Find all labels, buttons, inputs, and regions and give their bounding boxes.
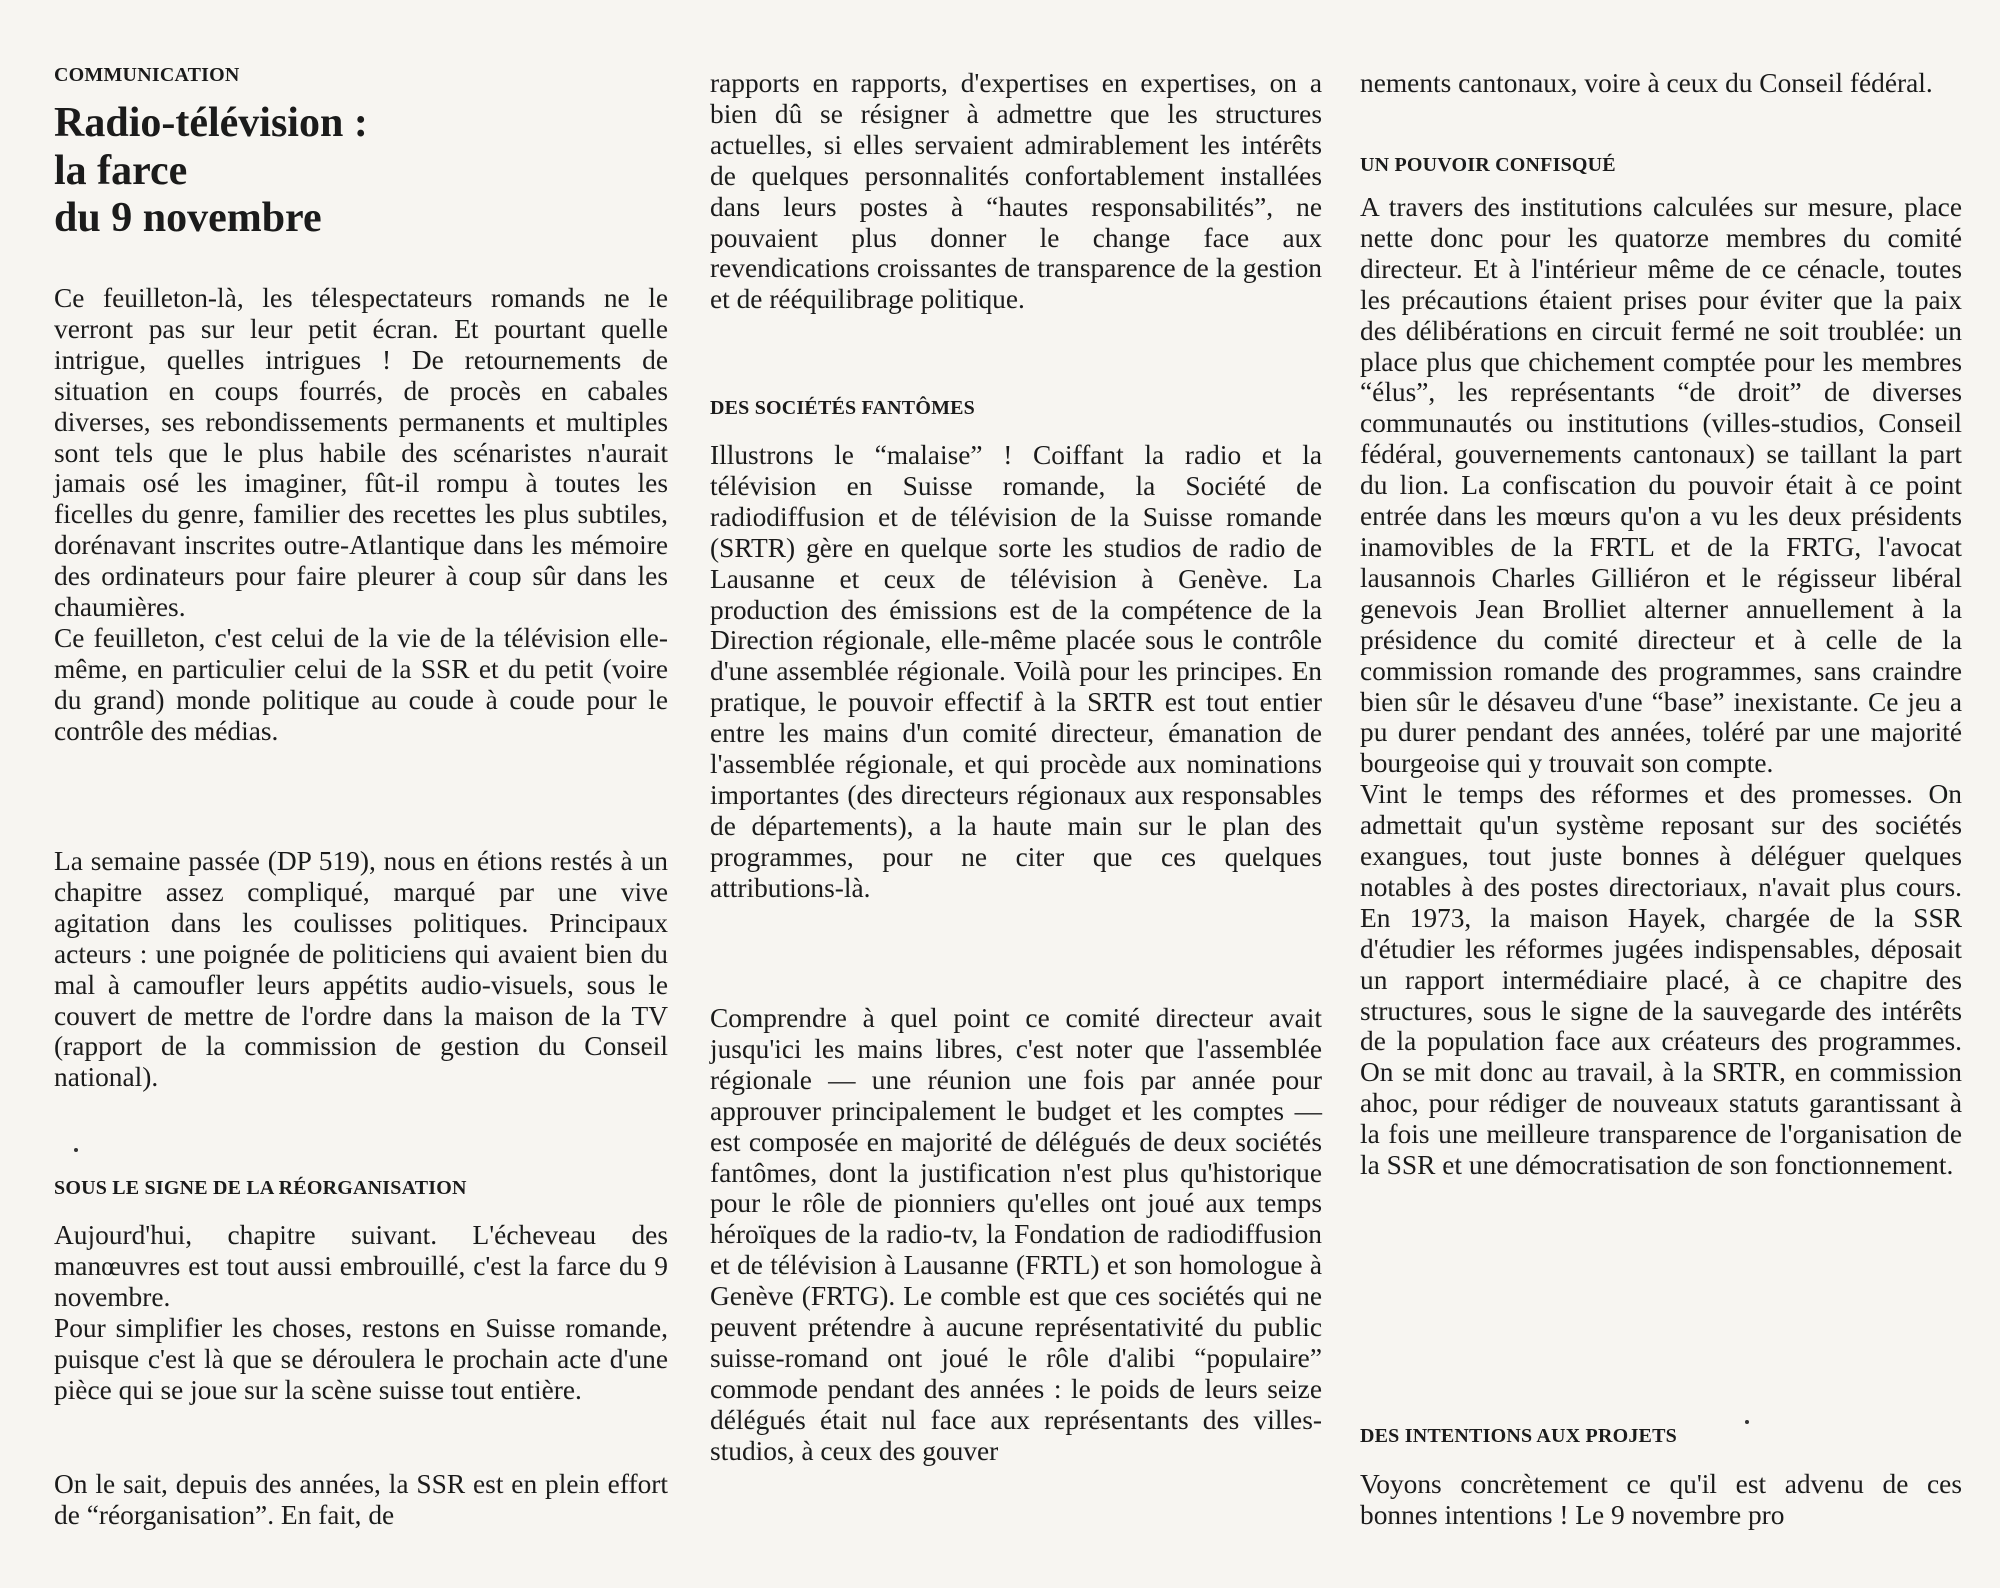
pouvoir-block (1360, 192, 1962, 1181)
title-line-2: la farce (54, 147, 188, 194)
intro-block (54, 283, 668, 747)
subhead-reorganisation: SOUS LE SIGNE DE LA RÉORGANISATION (54, 1177, 467, 1199)
paragraph: On le sait, depuis des années, la SSR est en plein effort de “réorganisation”. En fait, de (54, 1469, 668, 1530)
subhead-intentions-projets: DES INTENTIONS AUX PROJETS (1360, 1425, 1677, 1447)
title-line-1: Radio-télévision : (54, 100, 368, 146)
paragraph: A travers des institutions calculées sur mesure, place nette donc pour les quatorze membres du comité directeur. Et à l'intérieur même de ce cénacle, toutes les précautions étaient prises pour éviter que la paix des délibérations en circuit fermé ne soit troublée: un place plus que chichement comptée pour les membres “élus”, les représentants “de droit” de diverses communautés ou institutions (villes-studios, Conseil fédéral, gouvernements cantonaux) se taillant la part du lion. La confiscation du pouvoir était à ce point entrée dans les mœurs qu'on a vu les deux présidents inamovibles de la FRTL et de la FRTG, l'avocat lausannois Charles Gilliéron et le régisseur libéral genevois Jean Brolliet alterner annuellement à la présidence du comité directeur et à celle de la commission romande des programmes, sans craindre bien sûr le désaveu d'une “base” inexistante. Ce jeu a pu durer pendant des années, toléré par une majorité bourgeoise qui y trouvait son compte. (1360, 192, 1962, 779)
chapter-block (54, 1220, 668, 1405)
continued-block (1360, 68, 1962, 99)
closing-block (54, 1469, 668, 1531)
paragraph: Ce feuilleton, c'est celui de la vie de la télévision elle-même, en particulier celui de la SSR et du petit (voire du grand) monde politique au coude à coude pour le contrôle des médias. (54, 622, 668, 746)
paragraph: Illustrons le “malaise” ! Coiffant la radio et la télévision en Suisse romande, la Société de radiodiffusion et de télévision de la Suisse romande (SRTR) gère en quelque sorte les studios de radio de Lausanne et ceux de télévision à Genève. La production des émissions est de la compétence de la Direction régionale, elle-même placée sous le contrôle d'une assemblée régionale. Voilà pour les principes. En pratique, le pouvoir effectif à la SRTR est tout entier entre les mains d'un comité directeur, émanation de l'assemblée régionale, et qui procède aux nominations importantes (des directeurs régionaux aux responsables de départements), a la haute main sur le plan des programmes, pour ne citer que ces quelques attributions-là. (710, 440, 1322, 903)
print-speck (1745, 1420, 1749, 1424)
paragraph: Pour simplifier les choses, restons en Suisse romande, puisque c'est là que se déroulera le prochain acte d'une pièce qui se joue sur la scène suisse tout entière. (54, 1312, 668, 1405)
subhead-societes-fantomes: DES SOCIÉTÉS FANTÔMES (710, 397, 976, 419)
title-line-3: du 9 novembre (54, 195, 322, 241)
article-title (54, 100, 368, 243)
paragraph: La semaine passée (DP 519), nous en étions restés à un chapitre assez compliqué, marqué par une vive agitation dans les coulisses politiques. Principaux acteurs : une poignée de politiciens qui avaient bien du mal à camoufler leurs appétits audio-visuels, sous le couvert de mettre de l'ordre dans la maison de la TV (rapport de la commission de gestion du Conseil national). (54, 846, 668, 1093)
print-speck (74, 1148, 78, 1152)
paragraph: Comprendre à quel point ce comité directeur avait jusqu'ici les mains libres, c'est noter que l'assemblée régionale — une réunion une fois par année pour approuver principalement le budget et les comptes — est composée en majorité de délégués de deux sociétés fantômes, dont la justification n'est plus qu'historique pour le rôle de pionniers qu'elles ont joué aux temps héroïques de la radio-tv, la Fondation de radiodiffusion et de télévision à Lausanne (FRTL) et son homologue à Genève (FRTG). Le comble est que ces sociétés qui ne peuvent prétendre à aucune représentativité du public suisse-romand ont joué le rôle d'alibi “populaire” commode pendant des années : le poids de leurs seize délégués était nul face aux représentants des villes-studios, à ceux des gouver (710, 1003, 1322, 1466)
final-block (1360, 1469, 1962, 1531)
recap-block (54, 846, 668, 1093)
paragraph: rapports en rapports, d'expertises en expertises, on a bien dû se résigner à admettre que les structures actuelles, si elles servaient admirablement les intérêts de quelques personnalités confortablement installées dans leurs postes à “hautes responsabilités”, ne pouvaient plus donner le change face aux revendications croissantes de transparence de la gestion et de rééquilibrage politique. (710, 68, 1322, 315)
malaise-block (710, 440, 1322, 904)
paragraph: Vint le temps des réformes et des promesses. On admettait qu'un système reposant sur des sociétés exangues, tout juste bonnes à déléguer quelques notables à des postes directoriaux, n'avait plus cours. En 1973, la maison Hayek, chargée de la SSR d'étudier les réformes jugées indispensables, déposait un rapport intermédiaire placé, à ce chapitre des structures, sous le signe de la sauvegarde des intérêts de la population face aux créateurs des programmes. On se mit donc au travail, à la SRTR, en commission ahoc, pour rédiger de nouveaux statuts garantissant à la fois une meilleure transparence de l'organisation de la SSR et une démocratisation de son fonctionnement. (1360, 779, 1962, 1181)
paragraph: Aujourd'hui, chapitre suivant. L'écheveau des manœuvres est tout aussi embrouillé, c'est la farce du 9 novembre. (54, 1220, 668, 1312)
paragraph: Ce feuilleton-là, les télespectateurs romands ne le verront pas sur leur petit écran. Et pourtant quelle intrigue, quelles intrigues ! De retournements de situation en coups fourrés, de procès en cabales diverses, ses rebondissements permanents et multiples sont tels que le plus habile des scénaristes n'aurait jamais osé les imaginer, fût-il rompu à toutes les ficelles du genre, familier des recettes les plus subtiles, dorénavant inscrites outre-Atlantique dans les mémoire des ordinateurs pour faire pleurer à coup sûr dans les chaumières. (54, 283, 668, 623)
subhead-pouvoir-confisque: UN POUVOIR CONFISQUÉ (1360, 154, 1616, 176)
comite-block (710, 1003, 1322, 1467)
section-label: COMMUNICATION (54, 64, 240, 86)
paragraph: Voyons concrètement ce qu'il est advenu de ces bonnes intentions ! Le 9 novembre pro (1360, 1469, 1962, 1530)
paragraph: nements cantonaux, voire à ceux du Conseil fédéral. (1360, 68, 1933, 98)
continued-block (710, 68, 1322, 315)
